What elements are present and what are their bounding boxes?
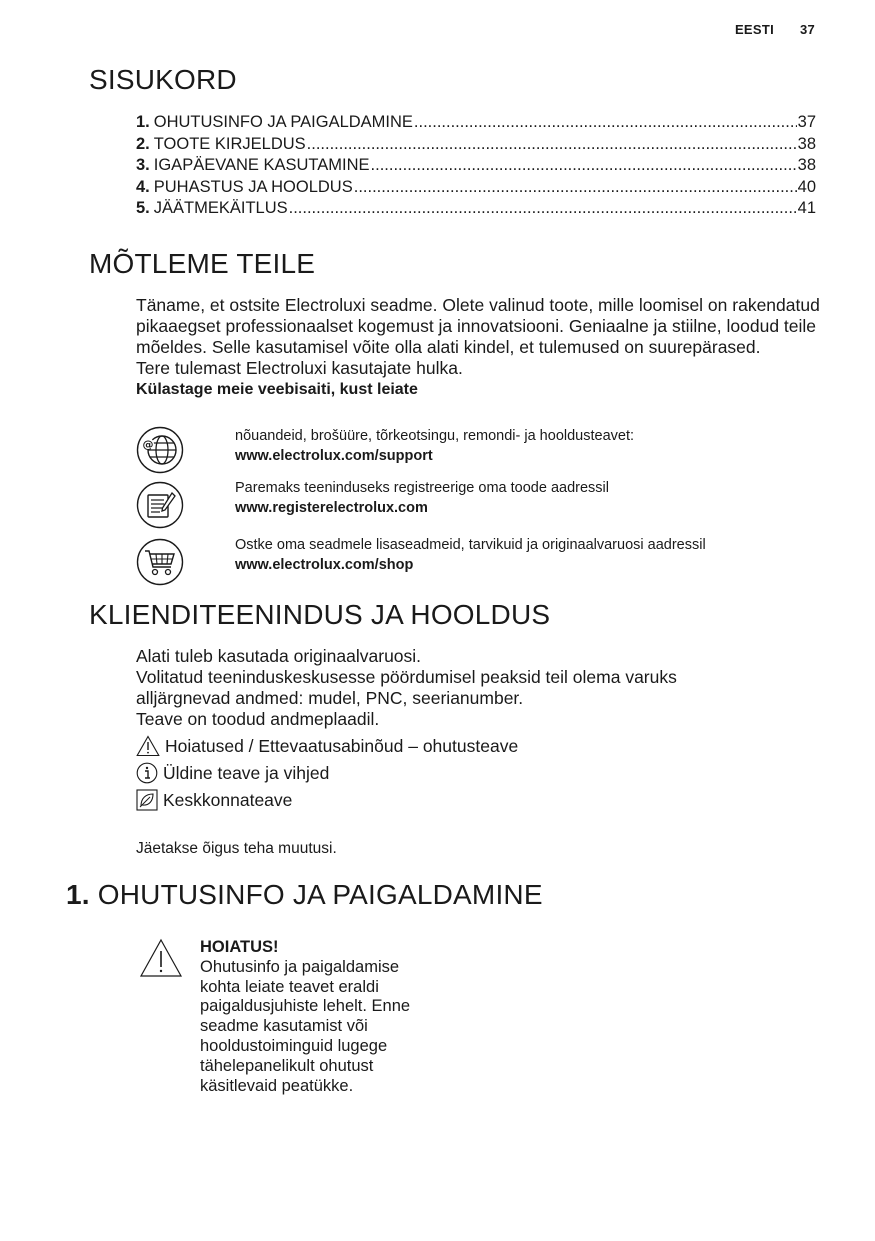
page-header — [735, 22, 815, 37]
warning-icon — [136, 735, 160, 757]
support-link[interactable]: www.electrolux.com/support — [235, 448, 433, 464]
warning-icon — [139, 938, 183, 978]
register-icon — [136, 481, 184, 529]
register-link[interactable]: www.registerelectrolux.com — [235, 500, 428, 516]
toc-dots — [414, 112, 797, 134]
legend-info — [136, 762, 329, 784]
leaf-icon — [136, 789, 158, 811]
customer-line-1: Alati tuleb kasutada originaalvaruosi. — [136, 646, 422, 666]
service-text: nõuandeid, brošüüre, tõrkeotsingu, remondi- ja hooldusteavet: — [235, 428, 635, 444]
service-register — [235, 478, 825, 518]
cart-icon — [136, 538, 184, 586]
legend-label: Üldine teave ja vihjed — [163, 762, 330, 783]
customer-line-3: Teave on toodud andmeplaadil. — [136, 709, 380, 729]
section-number: 1. — [66, 879, 90, 910]
language-label: EESTI — [734, 22, 775, 37]
legend-label: Hoiatused / Ettevaatusabinõud – ohutusteave — [165, 735, 519, 756]
visit-text: Külastage meie veebisaiti, kust leiate — [136, 381, 418, 398]
thinking-text — [136, 295, 826, 400]
welcome-text: Tere tulemast Electroluxi kasutajate hulka. — [136, 358, 463, 378]
toc-item-label: IGAPÄEVANE KASUTAMINE — [153, 156, 370, 174]
toc-item[interactable] — [136, 112, 816, 134]
toc-item[interactable] — [136, 198, 816, 220]
section-title: OHUTUSINFO JA PAIGALDAMINE — [97, 879, 543, 910]
toc-item-label: OHUTUSINFO JA PAIGALDAMINE — [153, 113, 413, 131]
page-number: 37 — [799, 22, 815, 37]
legend-label: Keskkonnateave — [163, 789, 293, 810]
toc-item-label: JÄÄTMEKÄITLUS — [153, 199, 288, 217]
toc-dots — [354, 177, 797, 199]
toc-item-page: 38 — [797, 134, 816, 153]
disclaimer-text: Jäetakse õigus teha muutusi. — [136, 840, 337, 857]
toc-item-page: 37 — [797, 113, 816, 131]
toc-item-page: 41 — [797, 199, 816, 217]
section-1-heading — [66, 879, 543, 911]
service-support — [235, 426, 825, 466]
info-icon — [136, 762, 158, 784]
warning-text: Ohutusinfo ja paigaldamise kohta leiate teavet eraldi paigaldusjuhiste lehelt. Enne seadme kasutamist või hooldustoiminguid lugege tähelepanelikult ohutust käsitlevaid peatükke. — [200, 957, 411, 1095]
toc-item-page: 40 — [797, 177, 816, 196]
toc-item-label: TOOTE KIRJELDUS — [153, 134, 306, 153]
toc-item-label: PUHASTUS JA HOOLDUS — [153, 177, 353, 196]
toc-dots — [307, 134, 797, 156]
legend-warning — [136, 735, 518, 757]
service-text: Ostke oma seadmele lisaseadmeid, tarvikuid ja originaalvaruosi aadressil — [235, 537, 706, 553]
customer-line-2: Volitatud teeninduskeskusesse pöördumisel peaksid teil olema varuks alljärgnevad andmed: mudel, PNC, seerianumber. — [136, 667, 677, 708]
toc-item-number: 3. — [136, 156, 150, 174]
service-shop — [235, 535, 825, 575]
svg-text:@: @ — [142, 438, 154, 451]
shop-link[interactable]: www.electrolux.com/shop — [235, 557, 414, 573]
section-title-thinking: MÕTLEME TEILE — [89, 248, 316, 279]
warning-title: HOIATUS! — [200, 938, 279, 956]
section-title-customer: KLIENDITEENINDUS JA HOOLDUS — [89, 599, 551, 630]
toc-item-page: 38 — [797, 156, 816, 174]
toc-dots — [371, 155, 797, 177]
toc-title: SISUKORD — [89, 64, 237, 95]
table-of-contents — [136, 112, 816, 220]
toc-item-number: 2. — [136, 134, 150, 153]
toc-item-number: 5. — [136, 199, 150, 217]
intro-text: Täname, et ostsite Electroluxi seadme. Olete valinud toote, mille loomisel on rakendatud pikaaegset professionaalset kogemust ja innovatsiooni. Geniaalne ja stiilne, loodud teile mõeldes. Selle kasutamisel võite olla alati kindel, et tulemused on suurepärased. — [136, 295, 820, 357]
legend-environment — [136, 789, 292, 811]
globe-icon — [136, 426, 184, 474]
toc-item-number: 4. — [136, 177, 150, 196]
customer-text — [136, 646, 736, 730]
toc-item[interactable] — [136, 177, 816, 199]
toc-item[interactable] — [136, 134, 816, 156]
warning-box — [200, 938, 440, 1096]
toc-item-number: 1. — [136, 113, 150, 131]
toc-dots — [289, 198, 797, 220]
toc-item[interactable] — [136, 155, 816, 177]
service-text: Paremaks teeninduseks registreerige oma toode aadressil — [235, 480, 609, 496]
